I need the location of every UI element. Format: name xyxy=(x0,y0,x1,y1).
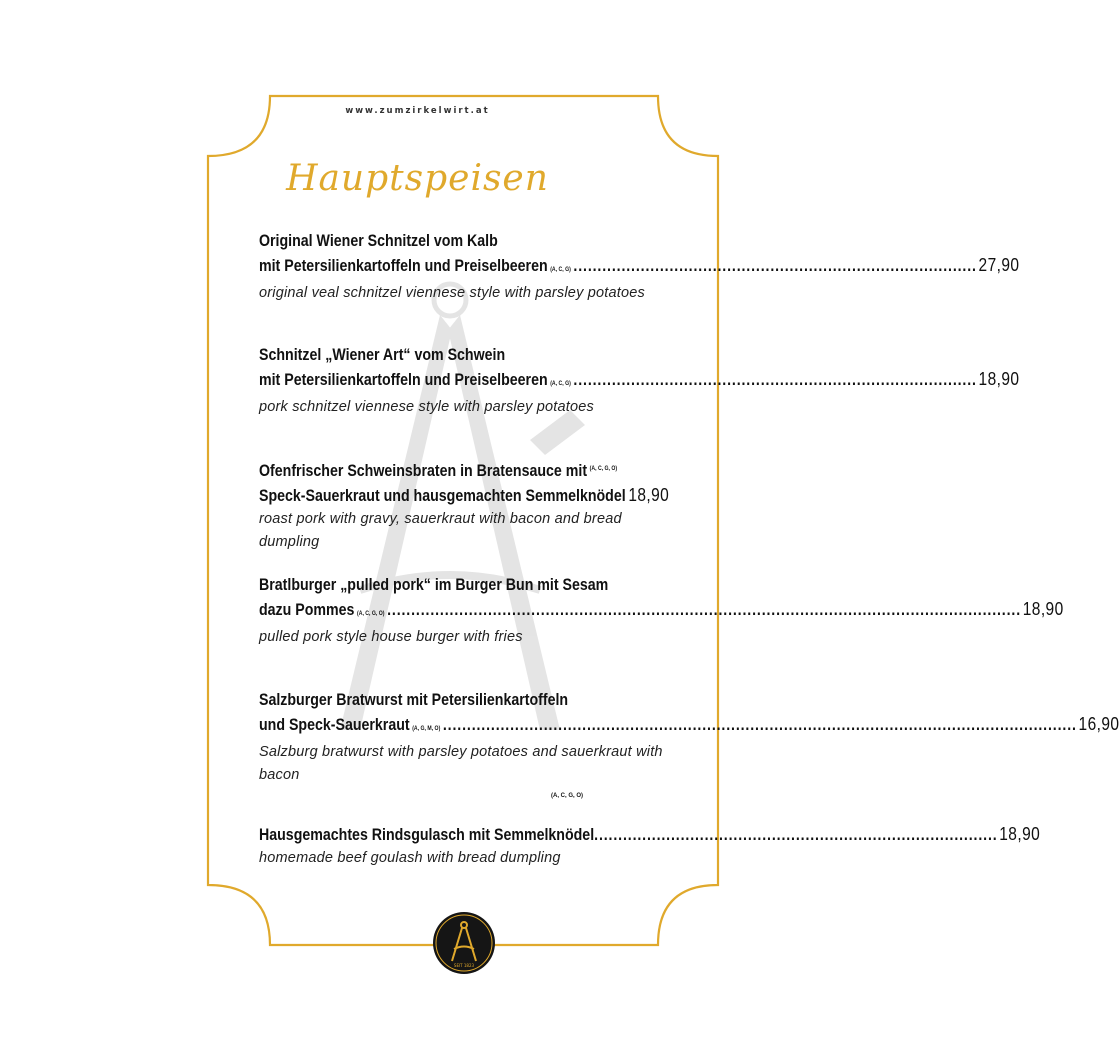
dish-name xyxy=(259,457,669,483)
dish-item xyxy=(259,573,1064,649)
dish-item xyxy=(259,457,669,554)
dish-name: Bratlburger „pulled pork“ im Burger Bun mit Sesam xyxy=(259,576,609,594)
allergen-codes: (A, C, G, O) xyxy=(356,611,385,617)
dish-translation: original veal schnitzel viennese style with parsley potatoes xyxy=(259,285,645,301)
dish-translation: roast pork with gravy, sauerkraut with bacon and bread dumpling xyxy=(259,511,622,550)
allergen-codes: (A, C, G, O) xyxy=(589,466,618,472)
dish-name-line2 xyxy=(259,367,1020,396)
dish-name: Schnitzel „Wiener Art“ vom Schwein xyxy=(259,346,506,364)
dish-item xyxy=(259,822,1041,870)
dish-name xyxy=(259,822,1041,847)
allergen-codes: (A, C, G, O) xyxy=(551,793,583,799)
dish-name-text: Hausgemachtes Rindsgulasch mit Semmelknödel xyxy=(259,826,595,844)
dish-price: 18,90 xyxy=(1022,599,1064,619)
dish-name: Salzburger Bratwurst mit Petersilienkartoffeln xyxy=(259,691,569,709)
dish-item xyxy=(259,688,1119,787)
dish-price: 16,90 xyxy=(1078,714,1119,734)
dish-price: 18,90 xyxy=(999,824,1041,844)
allergen-codes: (A, C, G) xyxy=(550,267,571,273)
dish-name-cont: dazu Pommes xyxy=(259,601,355,619)
dish-price: 18,90 xyxy=(628,485,670,505)
dish-name-text: Ofenfrischer Schweinsbraten in Bratensauce mit xyxy=(259,462,588,480)
dish-item xyxy=(259,343,1020,419)
page-title: Hauptspeisen xyxy=(286,158,549,199)
dish-name-cont: Speck-Sauerkraut und hausgemachten Semmelknödel xyxy=(259,487,626,505)
dish-translation: homemade beef goulash with bread dumpling xyxy=(259,850,561,866)
dish-item xyxy=(259,229,1020,305)
logo-text: SEIT 1823 xyxy=(453,963,475,968)
dish-name-cont: mit Petersilienkartoffeln und Preiselbeeren xyxy=(259,257,548,275)
dish-name-line2 xyxy=(259,597,1064,626)
dish-translation: pulled pork style house burger with fries xyxy=(259,629,523,645)
dish-price: 27,90 xyxy=(978,255,1020,275)
website-url: www.zumzirkelwirt.at xyxy=(345,106,490,116)
dish-price: 18,90 xyxy=(978,369,1020,389)
dish-translation: pork schnitzel viennese style with parsley potatoes xyxy=(259,399,595,415)
leader-dots: .................................................................................... xyxy=(573,257,977,275)
dish-name-line2 xyxy=(259,253,1020,282)
dish-name-line2 xyxy=(259,712,1119,741)
dish-translation-cont: bacon xyxy=(259,767,300,783)
dish-name-cont: mit Petersilienkartoffeln und Preiselbeeren xyxy=(259,371,548,389)
leader-dots: .................................................................................................................................... xyxy=(442,716,1077,734)
leader-dots: .................................................................................... xyxy=(573,371,977,389)
restaurant-logo xyxy=(432,911,496,975)
allergen-codes: (A, C, G) xyxy=(550,381,571,387)
dish-name: Original Wiener Schnitzel vom Kalb xyxy=(259,232,498,250)
dish-translation: Salzburg bratwurst with parsley potatoes and sauerkraut with xyxy=(259,744,663,760)
allergen-codes: (A, G, M, O) xyxy=(412,726,441,732)
leader-dots: .................................................................................................................................... xyxy=(387,601,1022,619)
leader-dots: .................................................................................... xyxy=(594,826,998,844)
dish-name-line2 xyxy=(259,483,669,508)
dish-name-cont: und Speck-Sauerkraut xyxy=(259,716,410,734)
